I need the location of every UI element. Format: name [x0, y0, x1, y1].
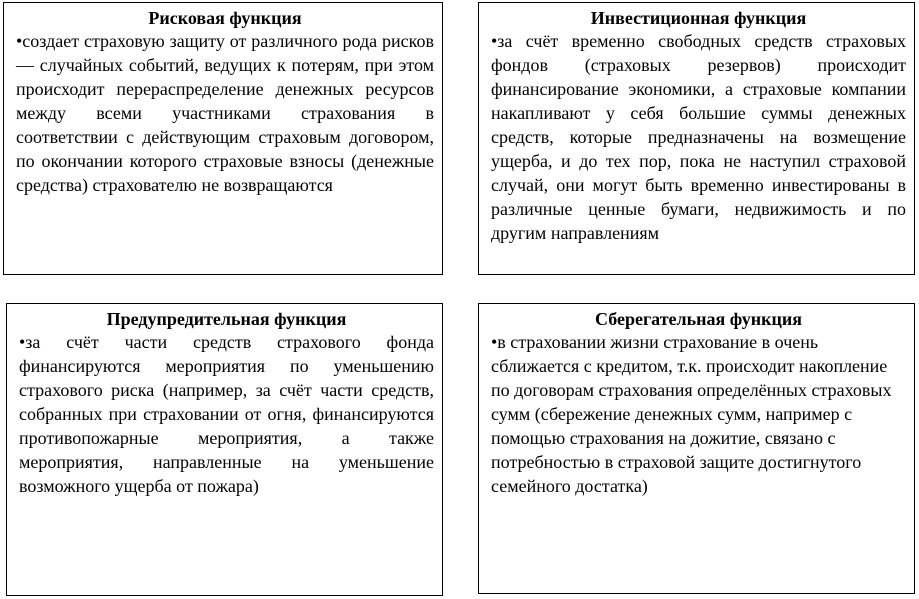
- preventive-function-text: •за счёт части средств страхового фонда финансируются мероприятия по уменьшению страхового риска (например, за счёт части средств, собранных при страховании от огня, финансируются противопожарные мероприятия, а также мероприятия, направленные на уменьшение возможного ущерба от пожара): [19, 332, 434, 496]
- investment-function-text: •за счёт временно свободных средств страховых фондов (страховых резервов) происходит финансирование экономики, а страховые компании накапливают у себя большие суммы денежных средств, которые предназначены на возмещение ущерба, и до тех пор, пока не наступил страховой случай, они могут быть временно инвестированы в различные ценные бумаги, недвижимость и по другим направлениям: [491, 31, 906, 243]
- risk-function-text: •создает страховую защиту от различного рода рисков — случайных событий, ведущих к потерям, при этом происходит перераспределение денежных ресурсов между всеми участниками страхования в соответствии с действующим страховым договором, по окончании которого страховые взносы (денежные средства) страхователю не возвращаются: [16, 31, 434, 195]
- risk-function-box: [3, 2, 443, 275]
- preventive-function-box: [6, 303, 443, 596]
- investment-function-title: Инвестиционная функция: [590, 8, 807, 28]
- saving-function-title: Сберегательная функция: [595, 309, 802, 329]
- preventive-function-title: Предупредительная функция: [106, 309, 347, 329]
- investment-function-box: [478, 2, 915, 275]
- saving-function-text: •в страховании жизни страхование в очень сближается с кредитом, т.к. происходит накопление по договорам страхования определённых страховых сумм (сбережение денежных сумм, например с помощью страхования на дожитие, связано с потребностью в страховой защите достигнутого семейного достатка): [491, 332, 892, 496]
- saving-function-box: [478, 303, 915, 594]
- risk-function-title: Рисковая функция: [148, 8, 302, 28]
